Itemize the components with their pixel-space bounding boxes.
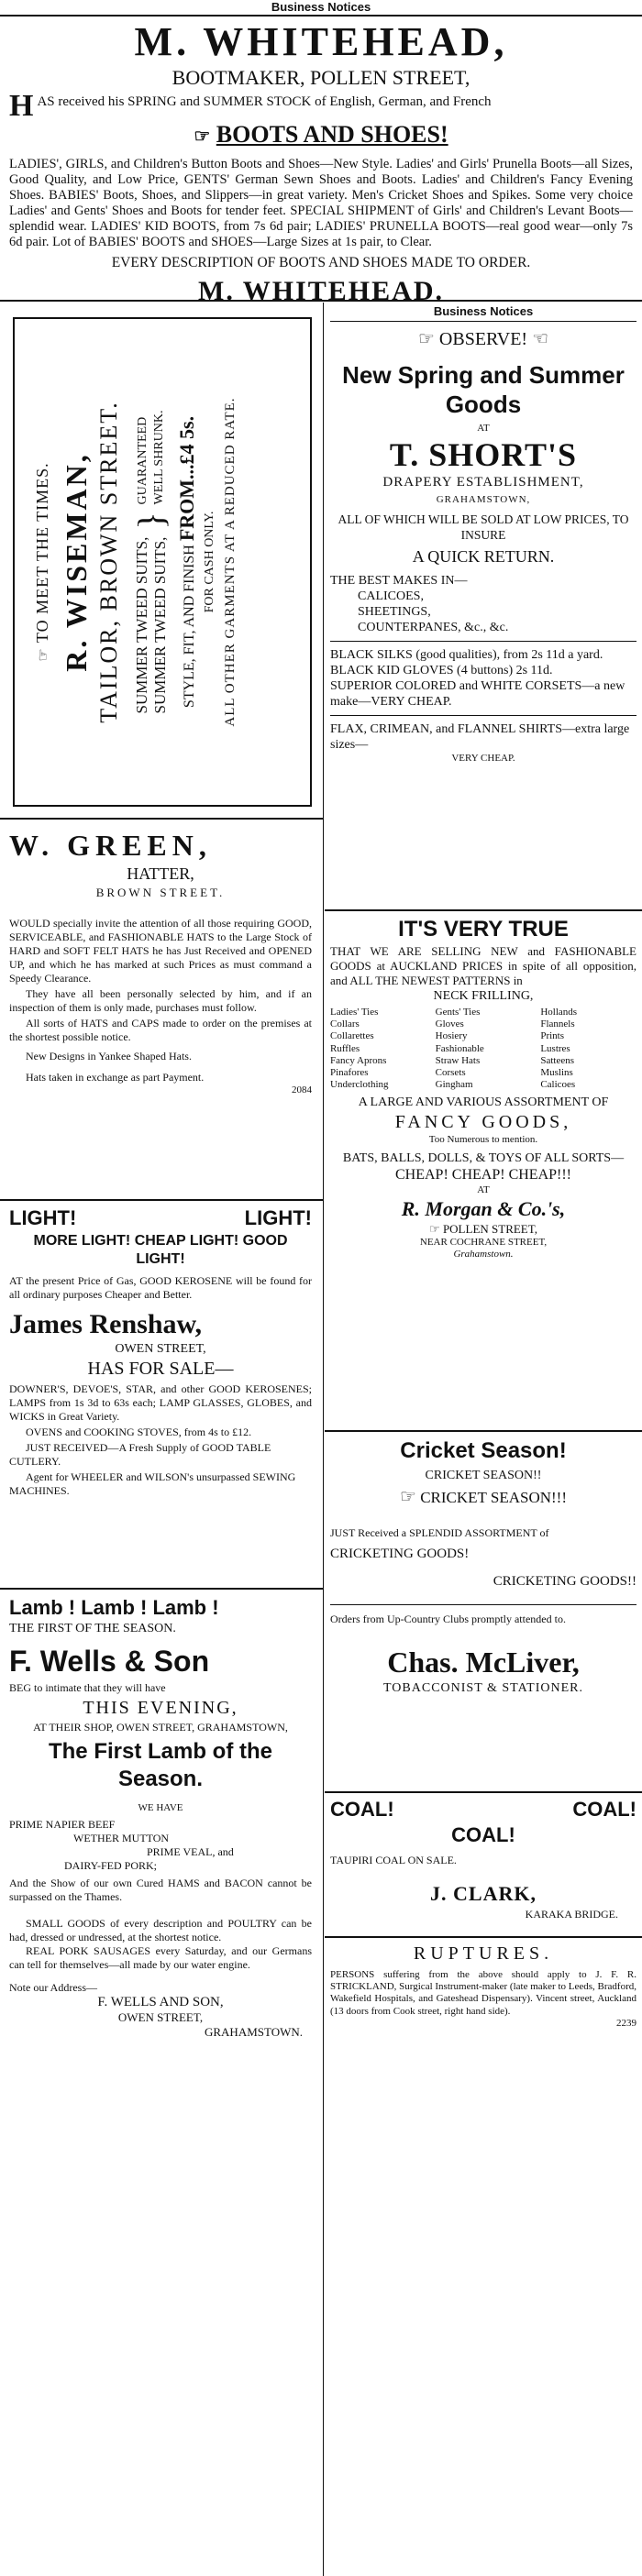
mcliver-l3 bbox=[330, 1485, 636, 1510]
wells-p1: And the Show of our own Cured HAMS and BACON cannot be surpassed on the Thames. bbox=[9, 1877, 312, 1904]
mcliver-l3-text: CRICKET SEASON!!! bbox=[420, 1489, 567, 1506]
strickland-ref: 2239 bbox=[616, 2017, 636, 2029]
divider bbox=[325, 1430, 642, 1432]
morgan-goods-item: Fancy Aprons bbox=[330, 1054, 387, 1066]
morgan-goods-column bbox=[436, 1007, 532, 1091]
morgan-goods-item: Ruffles bbox=[330, 1042, 360, 1054]
green-trade: HATTER, bbox=[127, 864, 194, 883]
green-p4: New Designs in Yankee Shaped Hats. bbox=[26, 1050, 192, 1062]
pointing-hand-icon: ☜ bbox=[532, 329, 549, 349]
wiseman-style: STYLE, FIT, AND FINISH bbox=[182, 545, 197, 709]
morgan-goods-item: Gents' Ties bbox=[435, 1007, 481, 1018]
wells-p2: SMALL GOODS of every description and POULTRY can be had, dressed or undressed, at the shortest notice. bbox=[9, 1917, 312, 1944]
strickland-p1: PERSONS suffering from the above should apply to J. F. R. STRICKLAND, Surgical Instrument-maker (late maker to Leeds, Bradford, Wakefield Hospitals, and Gateshead Dispensary). Vincent street, Auckland (13 doors from Cook street, right hand side). bbox=[330, 1969, 636, 2017]
mcliver-trade: TOBACCONIST & STATIONER. bbox=[383, 1681, 583, 1695]
wells-p3: REAL PORK SAUSAGES every Saturday, and our Germans can tell for themselves—all made by our water engine. bbox=[9, 1944, 312, 1972]
morgan-town: Grahamstown. bbox=[453, 1248, 514, 1260]
coal-2: COAL! bbox=[572, 1798, 636, 1821]
morgan-goods-item: Gingham bbox=[435, 1079, 473, 1091]
strickland-title: RUPTURES. bbox=[413, 1943, 554, 1964]
wiseman-summer2: SUMMER TWEED SUITS, bbox=[151, 536, 169, 714]
short-quick: A QUICK RETURN. bbox=[412, 547, 555, 567]
divider bbox=[325, 909, 642, 911]
wells-first: THE FIRST OF THE SEASON. bbox=[9, 1622, 176, 1635]
whitehead-intro bbox=[9, 89, 633, 123]
morgan-goods-grid bbox=[330, 1007, 636, 1091]
wells-ad bbox=[9, 1595, 312, 2040]
morgan-goods-item: Lustres bbox=[540, 1042, 570, 1054]
wiseman-price: FROM...£4 5s. bbox=[175, 415, 198, 542]
green-ad bbox=[9, 823, 312, 1096]
wiseman-name: R. WISEMAN, bbox=[60, 452, 93, 672]
morgan-near: NEAR COCHRANE STREET, bbox=[419, 1236, 548, 1248]
morgan-ad bbox=[330, 915, 636, 1260]
whitehead-dropcap: H bbox=[9, 89, 34, 123]
wiseman-address: TAILOR, BROWN STREET. bbox=[95, 401, 122, 723]
wells-beg: BEG to intimate that they will have bbox=[9, 1681, 166, 1694]
short-town: GRAHAMSTOWN, bbox=[436, 494, 531, 506]
short-at: AT bbox=[477, 423, 490, 434]
morgan-goods-item: Flannels bbox=[540, 1018, 575, 1030]
short-all: ALL OF WHICH WILL BE SOLD AT LOW PRICES, TO INSURE bbox=[338, 512, 629, 543]
top-section-header bbox=[0, 0, 642, 17]
short-item-1: CALICOES, bbox=[358, 589, 424, 604]
short-corsets: SUPERIOR COLORED and WHITE CORSETS—a new make—VERY CHEAP. bbox=[330, 679, 625, 710]
morgan-goods-item: Ladies' Ties bbox=[330, 1007, 379, 1018]
short-flax: FLAX, CRIMEAN, and FLANNEL SHIRTS—extra large sizes— bbox=[330, 722, 630, 753]
whitehead-subtitle: BOOTMAKER, POLLEN STREET, bbox=[172, 66, 470, 89]
wells-we-have: WE HAVE bbox=[138, 1802, 183, 1813]
pointing-hand-icon: ☞ bbox=[36, 647, 51, 662]
morgan-goods-item: Satteens bbox=[540, 1054, 574, 1066]
green-p5: Hats taken in exchange as part Payment. bbox=[26, 1071, 205, 1084]
divider bbox=[325, 1936, 642, 1938]
wiseman-style-line bbox=[175, 319, 199, 805]
boots-title bbox=[9, 120, 633, 151]
short-gloves: BLACK KID GLOVES (4 buttons) 2s 11d. bbox=[330, 664, 553, 678]
right-column bbox=[325, 303, 642, 2576]
morgan-goods-item: Calicoes bbox=[540, 1079, 576, 1091]
morgan-goods-item: Pinafores bbox=[330, 1066, 369, 1078]
wiseman-summer1: SUMMER TWEED SUITS, bbox=[133, 536, 150, 714]
renshaw-sale: HAS FOR SALE— bbox=[87, 1359, 234, 1379]
wells-note: Note our Address— bbox=[9, 1981, 97, 1995]
short-name: T. SHORT'S bbox=[389, 436, 578, 474]
morgan-street bbox=[330, 1222, 636, 1237]
wells-addr1: F. WELLS AND SON, bbox=[97, 1995, 224, 2010]
divider bbox=[0, 300, 642, 302]
renshaw-p4: JUST RECEIVED—A Fresh Supply of GOOD TABLE CUTLERY. bbox=[9, 1441, 271, 1468]
morgan-goods-item: Prints bbox=[540, 1030, 565, 1042]
section-title: Business Notices bbox=[271, 0, 371, 14]
morgan-p1: THAT WE ARE SELLING NEW and FASHIONABLE GOODS at AUCKLAND PRICES in spite of all opposition, and ALL THE NEWEST PATTERNS in bbox=[330, 944, 636, 987]
morgan-large: A LARGE AND VARIOUS ASSORTMENT OF bbox=[358, 1095, 609, 1110]
mcliver-name: Chas. McLiver, bbox=[387, 1646, 580, 1679]
mcliver-orders: Orders from Up-Country Clubs promptly attended to. bbox=[330, 1613, 566, 1625]
coal-3: COAL! bbox=[451, 1823, 515, 1846]
morgan-goods-column bbox=[330, 1007, 426, 1091]
renshaw-street: OWEN STREET, bbox=[115, 1342, 206, 1356]
clark-ad bbox=[330, 1797, 636, 1921]
wells-lamb: Lamb ! Lamb ! Lamb ! bbox=[9, 1596, 219, 1619]
morgan-goods-item: Straw Hats bbox=[435, 1054, 481, 1066]
wiseman-line1-text: TO MEET THE TIMES. bbox=[33, 462, 51, 644]
whitehead-name: M. WHITEHEAD, bbox=[134, 19, 508, 64]
wells-addr3: GRAHAMSTOWN. bbox=[204, 2025, 303, 2040]
green-p1: WOULD specially invite the attention of all those requiring GOOD, SERVICEABLE, and FASHIONABLE HATS to the Large Stock of HARD and SOFT FELT HATS he has Just Received and OPENED UP, and which he has marked at such Prices as must command a Speedy Clearance. bbox=[9, 917, 312, 985]
wells-meat-4: DAIRY-FED PORK; bbox=[64, 1859, 158, 1873]
pointing-hand-icon: ☞ bbox=[194, 126, 211, 147]
coal-heading bbox=[330, 1797, 636, 1822]
boots-title-text: BOOTS AND SHOES! bbox=[216, 120, 448, 148]
mcliver-p1: JUST Received a SPLENDID ASSORTMENT of bbox=[330, 1526, 549, 1539]
clark-taupiri: TAUPIRI COAL ON SALE. bbox=[330, 1854, 457, 1866]
renshaw-name: James Renshaw, bbox=[9, 1309, 203, 1339]
short-silks: BLACK SILKS (good qualities), from 2s 11d a yard. bbox=[330, 648, 603, 663]
morgan-goods-item: Hosiery bbox=[435, 1030, 468, 1042]
wells-shop: AT THEIR SHOP, OWEN STREET, GRAHAMSTOWN, bbox=[33, 1721, 288, 1734]
short-new: New Spring and Summer Goods bbox=[342, 361, 625, 418]
renshaw-p5: Agent for WHEELER and WILSON's unsurpassed SEWING MACHINES. bbox=[9, 1470, 296, 1497]
divider bbox=[0, 1588, 323, 1590]
short-cheap: VERY CHEAP. bbox=[451, 753, 515, 765]
morgan-fancy: FANCY GOODS, bbox=[394, 1112, 572, 1133]
divider bbox=[0, 818, 323, 820]
morgan-name: R. Morgan & Co.'s, bbox=[401, 1196, 566, 1220]
observe-text: OBSERVE! bbox=[438, 329, 528, 349]
mcliver-title: Cricket Season! bbox=[400, 1438, 567, 1463]
left-column bbox=[0, 303, 324, 2576]
mcliver-ad bbox=[330, 1436, 636, 1696]
morgan-too: Too Numerous to mention. bbox=[428, 1134, 538, 1146]
more-light: MORE LIGHT! CHEAP LIGHT! GOOD LIGHT! bbox=[33, 1233, 288, 1267]
renshaw-ad bbox=[9, 1205, 312, 1498]
wells-meat-2: WETHER MUTTON bbox=[73, 1832, 170, 1845]
green-p3: All sorts of HATS and CAPS made to order on the premises at the shortest possible notice. bbox=[9, 1017, 312, 1043]
morgan-goods-item: Collarettes bbox=[330, 1030, 374, 1042]
light-1: LIGHT! bbox=[9, 1206, 77, 1229]
wiseman-suits: SUMMER TWEED SUITS, SUMMER TWEED SUITS, } GUARANTEED WELL SHRUNK. bbox=[130, 410, 172, 714]
whitehead-body: LADIES', GIRLS, and Children's Button Boots and Shoes—New Style. Ladies' and Girls' Prunella Boots—all Sizes, Good Quality, and Low Price, GENTS' German Sewn Shoes and Boots. Ladies' and Children's Fancy Evening Shoes. BABIES' Boots, Shoes, and Slippers—in great variety. Men's Cricket Shoes and Spikes. Some very choice Ladies' and Gents' Shoes and Boots for tender feet. SPECIAL SHIPMENT of Girls' and Children's Levant Boots—splendid wear. LADIES' KID BOOTS, from 7s 6d pair; LADIES' PRUNELLA BOOTS—real good wear—only 7s 6d pair. Lot of BABIES' BOOTS and SHOES—Large Sizes at 1s pair, to Clear. bbox=[9, 156, 633, 249]
divider bbox=[0, 1199, 323, 1201]
whitehead-footer: EVERY DESCRIPTION OF BOOTS AND SHOES MADE TO ORDER. bbox=[111, 254, 531, 270]
wiseman-rotated bbox=[15, 319, 310, 805]
divider bbox=[325, 1791, 642, 1793]
wells-meat-1: PRIME NAPIER BEEF bbox=[9, 1818, 116, 1832]
wiseman-cash: FOR CASH ONLY. bbox=[203, 511, 216, 613]
coal-1: COAL! bbox=[330, 1798, 394, 1821]
light-heading bbox=[9, 1205, 312, 1232]
observe bbox=[330, 325, 636, 353]
light-2: LIGHT! bbox=[244, 1206, 312, 1229]
mcliver-goods1: CRICKETING GOODS! bbox=[330, 1547, 470, 1561]
short-item-2: SHEETINGS, bbox=[358, 605, 431, 620]
wells-name: F. Wells & Son bbox=[9, 1645, 210, 1678]
renshaw-p3: OVENS and COOKING STOVES, from 4s to £12. bbox=[26, 1426, 252, 1438]
mcliver-goods2: CRICKETING GOODS!! bbox=[493, 1574, 636, 1589]
green-p2: They have all been personally selected by him, and if an inspection of them is only made, purchases must follow. bbox=[9, 987, 312, 1014]
morgan-goods-item: Fashionable bbox=[435, 1042, 484, 1054]
mcliver-l2: CRICKET SEASON!! bbox=[425, 1469, 542, 1482]
morgan-goods-item: Gloves bbox=[435, 1018, 464, 1030]
short-section-title: Business Notices bbox=[330, 303, 636, 322]
wells-first-lamb: The First Lamb of the Season. bbox=[48, 1739, 272, 1791]
renshaw-p2: DOWNER'S, DEVOE'S, STAR, and other GOOD KEROSENES; LAMPS from 1s 3d to 63s each; LAMP GLASSES, GLOBES, and WICKS in Great Variety. bbox=[9, 1382, 312, 1423]
morgan-goods-item: Collars bbox=[330, 1018, 360, 1030]
wells-meat-3: PRIME VEAL, and bbox=[147, 1845, 234, 1859]
morgan-at: AT bbox=[477, 1183, 490, 1195]
wiseman-others: ALL OTHER GARMENTS AT A REDUCED RATE. bbox=[223, 397, 238, 727]
morgan-bats: BATS, BALLS, DOLLS, & TOYS OF ALL SORTS— bbox=[342, 1150, 625, 1165]
morgan-title: IT'S VERY TRUE bbox=[398, 917, 569, 941]
clark-name: J. CLARK, bbox=[430, 1882, 537, 1905]
morgan-goods-item: Underclothing bbox=[330, 1079, 389, 1091]
whitehead-signature: M. WHITEHEAD. bbox=[198, 275, 444, 306]
morgan-street-text: POLLEN STREET, bbox=[442, 1221, 537, 1236]
whitehead-ad bbox=[9, 18, 633, 306]
green-name: W. GREEN, bbox=[9, 829, 212, 862]
morgan-goods-item: Hollands bbox=[540, 1007, 578, 1018]
morgan-frilling: NECK FRILLING, bbox=[433, 989, 534, 1003]
morgan-goods-column bbox=[540, 1007, 636, 1091]
wiseman-guar1: GUARANTEED bbox=[136, 416, 149, 505]
green-ref: 2084 bbox=[292, 1084, 312, 1095]
pointing-hand-icon: ☞ bbox=[417, 329, 435, 349]
short-best: THE BEST MAKES IN— bbox=[330, 574, 468, 589]
wells-evening: THIS EVENING, bbox=[83, 1698, 238, 1718]
wiseman-ad bbox=[13, 317, 312, 807]
wells-addr2: OWEN STREET, bbox=[117, 2010, 204, 2025]
pointing-hand-icon: ☞ bbox=[429, 1221, 440, 1236]
pointing-hand-icon: ☞ bbox=[400, 1487, 416, 1507]
morgan-goods-item: Muslins bbox=[540, 1066, 573, 1078]
short-item-3: COUNTERPANES, &c., &c. bbox=[358, 621, 509, 635]
strickland-ad bbox=[330, 1942, 636, 2030]
short-drapery: DRAPERY ESTABLISHMENT, bbox=[382, 475, 584, 490]
clark-place: KARAKA BRIDGE. bbox=[525, 1908, 618, 1921]
wiseman-guar2: WELL SHRUNK. bbox=[152, 410, 166, 505]
green-street: BROWN STREET. bbox=[95, 886, 226, 899]
renshaw-p1: AT the present Price of Gas, GOOD KEROSENE will be found for all ordinary purposes Cheaper and Better. bbox=[9, 1274, 312, 1301]
morgan-cheap: CHEAP! CHEAP! CHEAP!!! bbox=[395, 1166, 571, 1183]
short-ad bbox=[330, 303, 636, 765]
wiseman-line1 bbox=[33, 319, 52, 805]
morgan-goods-item: Corsets bbox=[435, 1066, 466, 1078]
whitehead-intro-text: AS received his SPRING and SUMMER STOCK of English, German, and French bbox=[37, 94, 492, 109]
